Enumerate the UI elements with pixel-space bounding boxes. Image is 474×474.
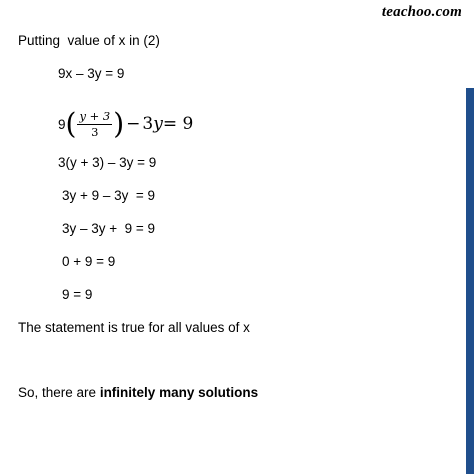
statement-text: The statement is true for all values of x (18, 320, 250, 335)
fraction (77, 110, 112, 139)
step-3: 3y – 3y + 9 = 9 (62, 221, 156, 236)
math-equals: = 9 (162, 114, 194, 134)
equation-line-1: 9x – 3y = 9 (58, 66, 125, 81)
math-coef: 3 (142, 114, 154, 134)
left-paren: ( (65, 106, 77, 141)
accent-side-bar (466, 88, 474, 474)
conclusion-text (18, 385, 258, 401)
conclusion-bold: infinitely many solutions (99, 385, 259, 400)
step-4: 0 + 9 = 9 (62, 254, 116, 269)
conclusion-prefix: So, there are (18, 385, 100, 400)
step-5: 9 = 9 (62, 287, 93, 302)
step-1: 3(y + 3) – 3y = 9 (58, 155, 157, 170)
intro-text: Putting value of x in (2) (18, 33, 160, 48)
math-var: y (153, 114, 163, 134)
substitution-equation (58, 106, 193, 142)
right-paren: ) (113, 106, 125, 141)
brand-logo: teachoo.com (381, 4, 462, 20)
fraction-denominator: 3 (91, 124, 99, 139)
fraction-numerator: y + 3 (79, 108, 111, 123)
math-lead-coefficient: 9 (58, 116, 66, 132)
step-2: 3y + 9 – 3y = 9 (62, 188, 156, 203)
math-minus: − (126, 114, 141, 134)
